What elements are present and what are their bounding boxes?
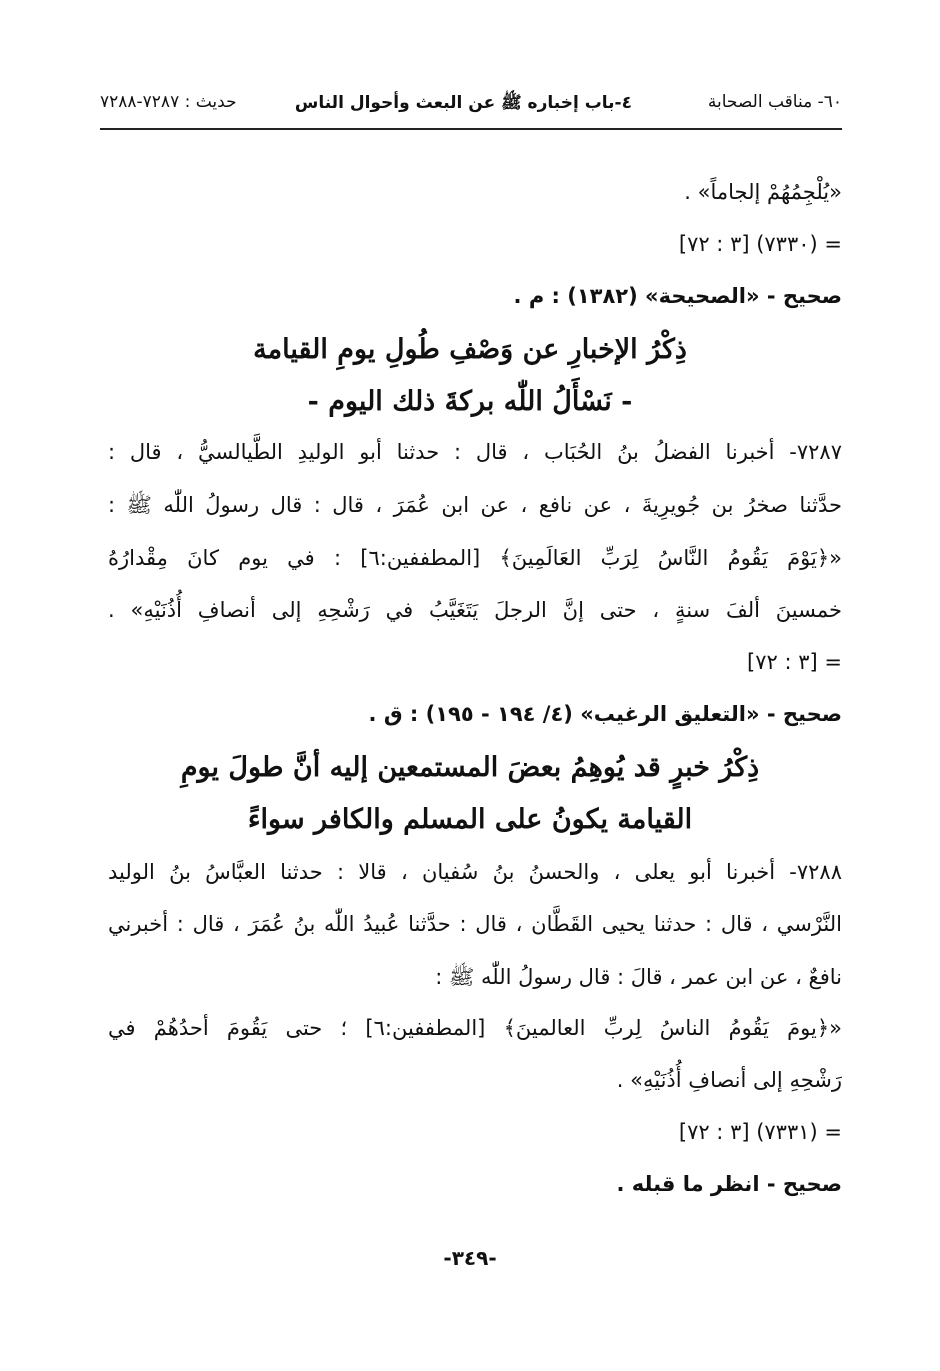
chapter-heading: ذِكْرُ خبرٍ قد يُوهِمُ بعضَ المستمعين إليه أنَّ طولَ يومِ: [180, 752, 760, 783]
chapter-heading-continued: القيامة يكونُ على المسلم والكافر سواءً: [247, 804, 693, 835]
cross-reference: = (٧٣٣٠) [٣ : ٧٢]: [678, 232, 842, 256]
grading-line: صحيح - انظر ما قبله .: [616, 1172, 842, 1196]
hadith-text-line: ٧٢٨٧- أخبرنا الفضلُ بنُ الحُبَاب ، قال : حدثنا أبو الوليدِ الطَّيالسيُّ ، قال :: [108, 440, 842, 464]
header-rule: [100, 128, 842, 130]
hadith-text-line: «﴿يومَ يَقُومُ الناسُ لِربِّ العالمينَ﴾ [المطففين:٦] ؛ حتى يَقُومَ أحدُهُمْ في: [108, 1016, 842, 1040]
cross-reference: = (٧٣٣١) [٣ : ٧٢]: [678, 1120, 842, 1144]
chapter-heading: ذِكْرُ الإخبارِ عن وَصْفِ طُولِ يومِ القيامة: [253, 334, 687, 365]
cross-reference: = [٣ : ٧٢]: [747, 650, 842, 674]
chapter-subheading: - نَسْأَلُ اللّٰه بركةَ ذلك اليوم -: [307, 386, 633, 417]
hadith-text-line: حدَّثنا صخرُ بن جُويرِيةَ ، عن نافع ، عن ابن عُمَرَ ، قال : قال رسولُ اللّٰه ﷺ :: [108, 493, 842, 517]
grading-line: صحيح - «الصحيحة» (١٣٨٢) : م .: [513, 284, 842, 308]
page-number: -٣٤٩-: [443, 1246, 497, 1270]
hadith-text-line: النَّرْسي ، قال : حدثنا يحيى القَطَّان ، قال : حدَّثنا عُبيدُ اللّٰه بنُ عُمَرَ ، قال : أخبرني: [108, 912, 842, 936]
header-hadith-range: حديث : ٧٢٨٧-٧٢٨٨: [100, 92, 237, 112]
header-chapter-title: ٤-باب إخباره ﷺ عن البعث وأحوال الناس: [294, 93, 632, 113]
hadith-text-line: «﴿يَوْمَ يَقُومُ النَّاسُ لِرَبِّ العَالَمِينَ﴾ [المطففين:٦] : في يوم كانَ مِقْدارُهُ: [108, 546, 842, 570]
grading-line: صحيح - «التعليق الرغيب» (٤/ ١٩٤ - ١٩٥) : ق .: [368, 702, 842, 726]
hadith-text-line: خمسينَ ألفَ سنةٍ ، حتى إنَّ الرجلَ يَتَغَيَّبُ في رَشْحِهِ إلى أنصافِ أُذُنَيْهِ» .: [108, 598, 842, 622]
hadith-text-line: رَشْحِهِ إلى أنصافِ أُذُنَيْهِ» .: [616, 1068, 842, 1092]
running-header: [100, 92, 842, 124]
hadith-text-line: ٧٢٨٨- أخبرنا أبو يعلى ، والحسنُ بنُ سُفيان ، قالا : حدثنا العبَّاسُ بنُ الوليد: [108, 860, 842, 884]
header-book-section: ٦٠- مناقب الصحابة: [707, 92, 842, 112]
hadith-text-line: نافعٌ ، عن ابن عمر ، قالَ : قال رسولُ اللّٰه ﷺ :: [435, 965, 842, 989]
text-line: «يُلْجِمُهُمْ إلجاماً» .: [684, 180, 842, 204]
